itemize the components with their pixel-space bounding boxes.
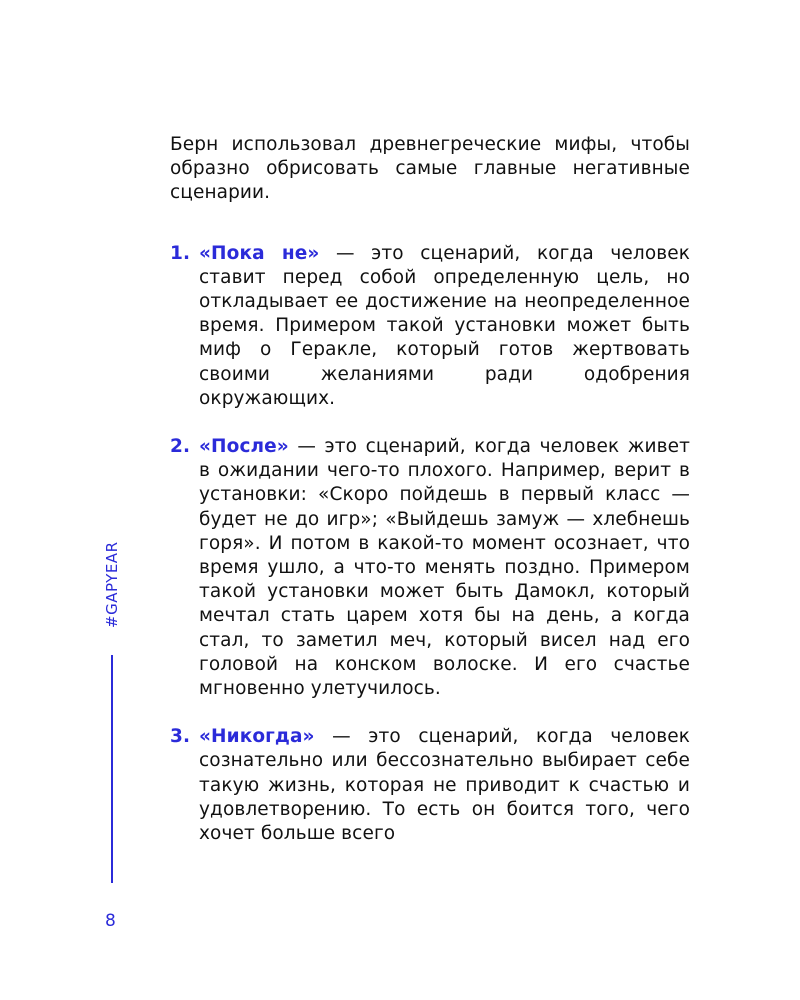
list-number: 2. bbox=[170, 436, 191, 458]
page-body bbox=[170, 133, 690, 870]
sidebar-divider-line bbox=[111, 655, 113, 883]
list-number: 3. bbox=[170, 726, 191, 748]
page-number: 8 bbox=[105, 911, 116, 931]
list-item-2 bbox=[170, 435, 690, 701]
list-term: «После» bbox=[199, 436, 289, 458]
list-term: «Пока не» bbox=[199, 242, 320, 264]
intro-paragraph: Берн использовал древнегреческие мифы, чтобы образно обрисовать самые главные негативные сценарии. bbox=[170, 134, 690, 204]
list-item-3 bbox=[170, 725, 690, 846]
sidebar-hashtag: #GAPYEAR bbox=[103, 541, 121, 628]
list-text: — это сценарий, когда человек ставит перед собой определенную цель, но откладывает ее достижение на неопределенное время. Примером такой установки может быть миф о Геракле, который готов жертвовать своими желаниями ради одобрения окружающих. bbox=[199, 242, 691, 409]
list-term: «Никогда» bbox=[199, 726, 315, 748]
list-text: — это сценарий, когда человек сознательно или бессознательно выбирает себе такую жизнь, которая не приводит к счастью и удовлетворению. То есть он боится того, чего хочет больше всего bbox=[199, 726, 690, 845]
list-text: — это сценарий, когда человек живет в ожидании чего-то плохого. Например, верит в установки: «Скоро пойдешь в первый класс — будет не до игр»; «Выйдешь замуж — хлебнешь горя». И потом в какой-то момент осознает, что время ушло, а что-то менять поздно. Примером такой установки может быть Дамокл, который мечтал стать царем хотя бы на день, а когда стал, то заметил меч, который висел над его головой на конском волоске. И его счастье мгновенно улетучилось. bbox=[199, 436, 690, 700]
list-item-1 bbox=[170, 242, 690, 411]
list-number: 1. bbox=[170, 242, 191, 264]
